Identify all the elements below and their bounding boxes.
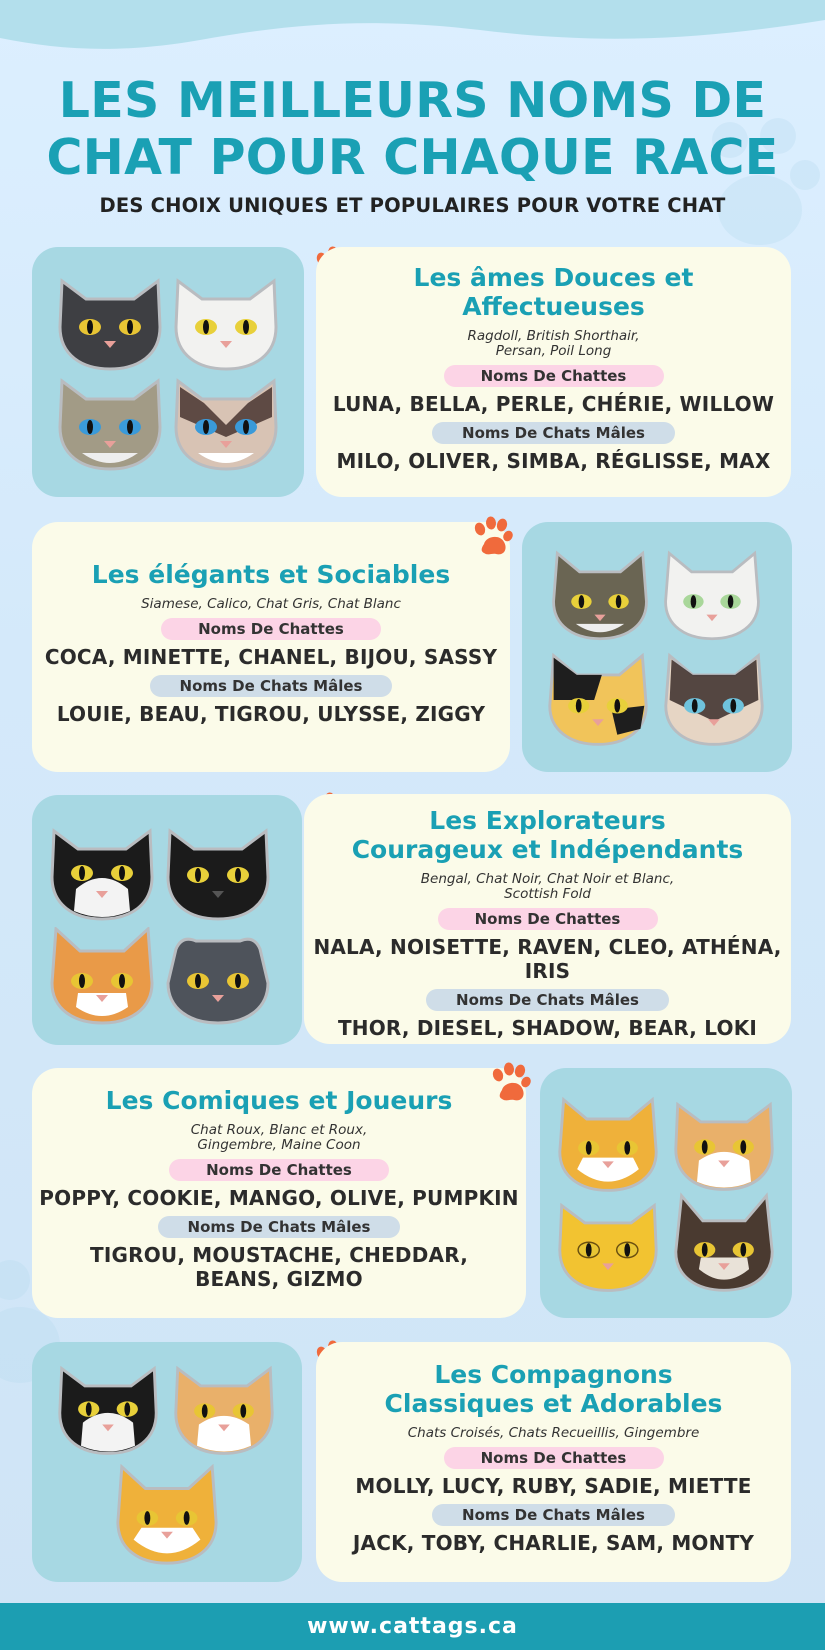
section1-breeds [316,329,791,359]
section2-male-names: LOUIE, BEAU, TIGROU, ULYSSE, ZIGGY [56,702,486,726]
section2-female-names: COCA, MINETTE, CHANEL, BIJOU, SASSY [44,645,498,669]
cat-tag-icon [670,1192,778,1296]
section3-breeds [304,872,791,902]
cat-tag-icon [170,277,282,373]
section4-male-names-line1: TIGROU, MOUSTACHE, CHEDDAR, [90,1243,468,1267]
section4-male-names [32,1243,526,1291]
section4-title: Les Comiques et Joueurs [105,1086,453,1115]
cat-tag-icon [660,650,768,750]
section5-title-line2: Classiques et Adorables [384,1389,723,1418]
cat-tag-icon [112,1464,222,1568]
section2-male-label: Noms De Chats Mâles [150,675,393,697]
page-subtitle: DES CHOIX UNIQUES ET POPULAIRES POUR VOTRE CHAT [99,194,726,217]
cat-tag-icon [170,377,282,473]
section3-title-line2: Courageux et Indépendants [351,835,744,864]
section5-card [316,1342,791,1582]
cat-tag-icon [162,927,274,1027]
section2-female-label: Noms De Chattes [161,618,381,640]
section3-card [304,794,791,1044]
section1-breeds-line2: Persan, Poil Long [495,343,612,359]
section1-image-tile [32,247,304,497]
section4-breeds [32,1123,526,1153]
section1-male-names-line1: MILO, OLIVER, SIMBA, RÉGLISSE, MAX [336,449,771,473]
section2-card [32,522,510,772]
cat-tag-icon [554,1200,662,1296]
section3-male-label: Noms De Chats Mâles [426,989,669,1011]
section3-title-line1: Les Explorateurs [429,806,666,835]
section1-title-line2: Affectueuses [462,292,645,321]
section1-breeds-line1: Ragdoll, British Shorthair, [467,328,640,344]
cat-tag-icon [554,1096,662,1196]
cat-tag-icon [46,827,158,923]
section4-image-tile [540,1068,792,1318]
page-title [0,72,825,186]
cat-tag-icon [670,1100,778,1194]
page-title-line2: CHAT POUR CHAQUE RACE [46,129,779,186]
section4-female-label: Noms De Chattes [169,1159,389,1181]
cat-tag-icon [162,827,274,923]
cat-tag-icon [660,546,764,646]
section1-title-line1: Les âmes Douces et [413,263,694,292]
section3-breeds-line2: Scottish Fold [504,886,591,902]
section3-female-names: NALA, NOISETTE, RAVEN, CLEO, ATHÉNA, IRIS [313,935,782,983]
section4-breeds-line2: Gingembre, Maine Coon [197,1137,361,1153]
section4-card [32,1068,526,1318]
section1-title [316,263,791,321]
section1-male-label: Noms De Chats Mâles [432,422,675,444]
cat-tag-icon [544,650,652,750]
page-title-line1: LES MEILLEURS NOMS DE [58,72,767,129]
paw-icon [488,1062,532,1106]
section3-male-names: THOR, DIESEL, SHADOW, BEAR, LOKI [337,1016,758,1040]
section1-card [316,247,791,497]
cat-tag-icon [548,546,652,646]
cat-tag-icon [46,927,158,1027]
section5-breeds: Chats Croisés, Chats Recueillis, Gingembre [407,1425,700,1441]
section3-image-tile [32,795,302,1045]
section5-title-line1: Les Compagnons [434,1360,673,1389]
footer-website-link[interactable]: www.cattags.ca [307,1614,518,1639]
section4-male-names-line2: BEANS, GIZMO [195,1267,363,1291]
footer-bar [0,1603,825,1650]
top-wave-decoration [0,0,825,70]
section5-female-names: MOLLY, LUCY, RUBY, SADIE, MIETTE [355,1474,752,1498]
section1-female-label: Noms De Chattes [444,365,664,387]
cat-tag-icon [54,377,166,473]
section5-title [316,1360,791,1418]
section4-breeds-line1: Chat Roux, Blanc et Roux, [190,1122,368,1138]
section5-male-names: JACK, TOBY, CHARLIE, SAM, MONTY [352,1531,755,1555]
section3-female-label: Noms De Chattes [438,908,658,930]
section1-male-names [316,449,791,473]
section5-female-label: Noms De Chattes [444,1447,664,1469]
cat-tag-icon [54,1364,162,1458]
section2-breeds: Siamese, Calico, Chat Gris, Chat Blanc [141,596,401,612]
section2-title: Les élégants et Sociables [91,560,451,589]
section4-female-names: POPPY, COOKIE, MANGO, OLIVE, PUMPKIN [39,1186,519,1210]
section1-female-names: LUNA, BELLA, PERLE, CHÉRIE, WILLOW [332,392,775,416]
section3-breeds-line1: Bengal, Chat Noir, Chat Noir et Blanc, [420,871,675,887]
section3-title [304,806,791,864]
cat-tag-icon [170,1364,278,1458]
cat-tag-icon [54,277,166,373]
paw-icon [470,516,514,560]
section5-male-label: Noms De Chats Mâles [432,1504,675,1526]
section2-image-tile [522,522,792,772]
section4-male-label: Noms De Chats Mâles [158,1216,401,1238]
section5-image-tile [32,1342,302,1582]
